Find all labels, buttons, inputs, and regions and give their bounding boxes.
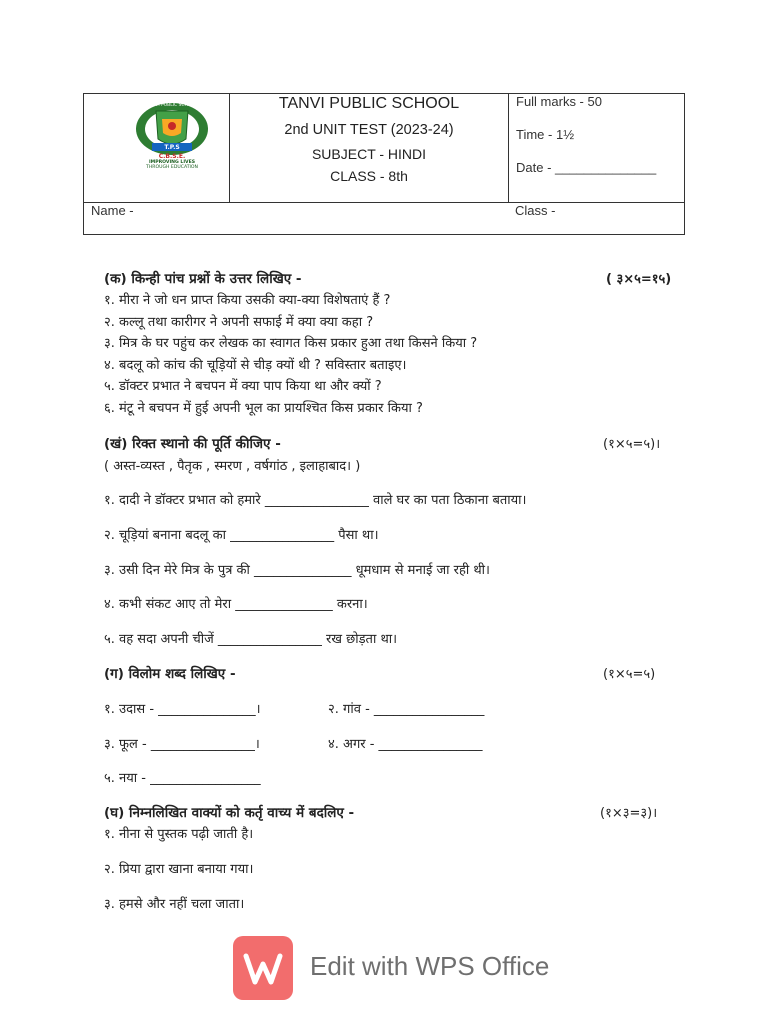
class-title: CLASS - 8th (330, 168, 408, 184)
section-gh-marks: (१×३=३)। (600, 806, 658, 821)
test-title: 2nd UNIT TEST (2023-24) (284, 122, 454, 138)
section-g-title: (ग) विलोम शब्द लिखिए - (104, 666, 236, 682)
header-divider-2 (508, 94, 509, 202)
section-kh-blank-5: ५. वह सदा अपनी चीजें ________________ रख छोड़ता था। (104, 632, 398, 647)
class-field: Class - (515, 203, 556, 218)
wps-watermark[interactable] (233, 936, 559, 1000)
section-kh-blank-3: ३. उसी दिन मेरे मित्र के पुत्र की _______________ धूमधाम से मनाई जा रही थी। (104, 563, 490, 578)
section-k-question-4: ४. बदलू को कांच की चूड़ियों से चीड़ क्यों थी ? सविस्तार बताइए। (104, 358, 407, 373)
full-marks: Full marks - 50 (516, 94, 602, 109)
time-label: Time - 1½ (516, 127, 575, 142)
date-field: Date - ______________ (516, 160, 657, 175)
subject-label: SUBJECT - HINDI (311, 146, 427, 162)
section-k-question-2: २. कल्लू तथा कारीगर ने अपनी सफाई में क्या क्या कहा ? (104, 315, 374, 330)
section-kh-blank-4: ४. कभी संकट आए तो मेरा _______________ करना। (104, 597, 368, 612)
logo-motto-2: THROUGH EDUCATION (146, 165, 198, 169)
header-divider-horizontal (84, 202, 684, 203)
school-logo (129, 99, 225, 169)
antonym-5: ५. नया - _________________ (104, 771, 261, 786)
section-kh-marks: (१×५=५)। (603, 437, 661, 452)
logo-motto-1: IMPROVING LIVES (148, 160, 196, 165)
logo-ring-text: TANVI PUBLIC SCHOOL (146, 103, 198, 108)
section-k-title: (क) किन्ही पांच प्रश्नों के उत्तर लिखिए - (104, 271, 302, 287)
antonym-2: २. गांव - _________________ (328, 702, 485, 717)
header-box (83, 93, 685, 235)
section-kh-blank-2: २. चूड़ियां बनाना बदलू का ________________ पैसा था। (104, 528, 379, 543)
section-g-marks: (१×५=५) (603, 667, 656, 682)
section-k-question-5: ५. डॉक्टर प्रभात ने बचपन में क्या पाप किया था और क्यों ? (104, 379, 382, 394)
section-gh-sentence-3: ३. हमसे और नहीं चला जाता। (104, 897, 245, 912)
logo-board: C.B.S.E. (158, 153, 186, 160)
antonym-4: ४. अगर - ________________ (328, 737, 483, 752)
section-kh-blank-1: १. दादी ने डॉक्टर प्रभात को हमारे ________________ वाले घर का पता ठिकाना बताया। (104, 493, 527, 508)
logo-monogram: T.P.S (164, 144, 180, 151)
name-field: Name - (91, 203, 134, 218)
section-k-question-1: १. मीरा ने जो धन प्राप्त किया उसकी क्या-क्या विशेषताएं हैं ? (104, 293, 391, 308)
section-k-marks: ( ३×५=१५) (606, 272, 672, 287)
wps-edit-label: Edit with WPS Office (310, 951, 550, 981)
school-name: TANVI PUBLIC SCHOOL (278, 95, 460, 112)
section-kh-word-bank: ( अस्त-व्यस्त , पैतृक , स्मरण , वर्षगांठ , इलाहाबाद। ) (104, 459, 361, 474)
antonym-1: १. उदास - _______________। (104, 702, 261, 717)
section-k-question-3: ३. मित्र के घर पहुंच कर लेखक का स्वागत किस प्रकार हुआ तथा किसने किया ? (104, 336, 478, 351)
wps-logo-icon (233, 936, 293, 1000)
section-gh-sentence-2: २. प्रिया द्वारा खाना बनाया गया। (104, 862, 254, 877)
antonym-3: ३. फूल - ________________। (104, 737, 260, 752)
section-kh-title: (खं) रिक्त स्थानो की पूर्ति कीजिए - (104, 436, 281, 452)
section-gh-sentence-1: १. नीना से पुस्तक पढ़ी जाती है। (104, 827, 254, 842)
section-k-question-6: ६. मंटू ने बचपन में हुई अपनी भूल का प्रायश्चित किस प्रकार किया ? (104, 401, 423, 416)
section-gh-title: (घ) निम्नलिखित वाक्यों को कर्तृ वाच्य में बदलिए - (104, 805, 355, 821)
